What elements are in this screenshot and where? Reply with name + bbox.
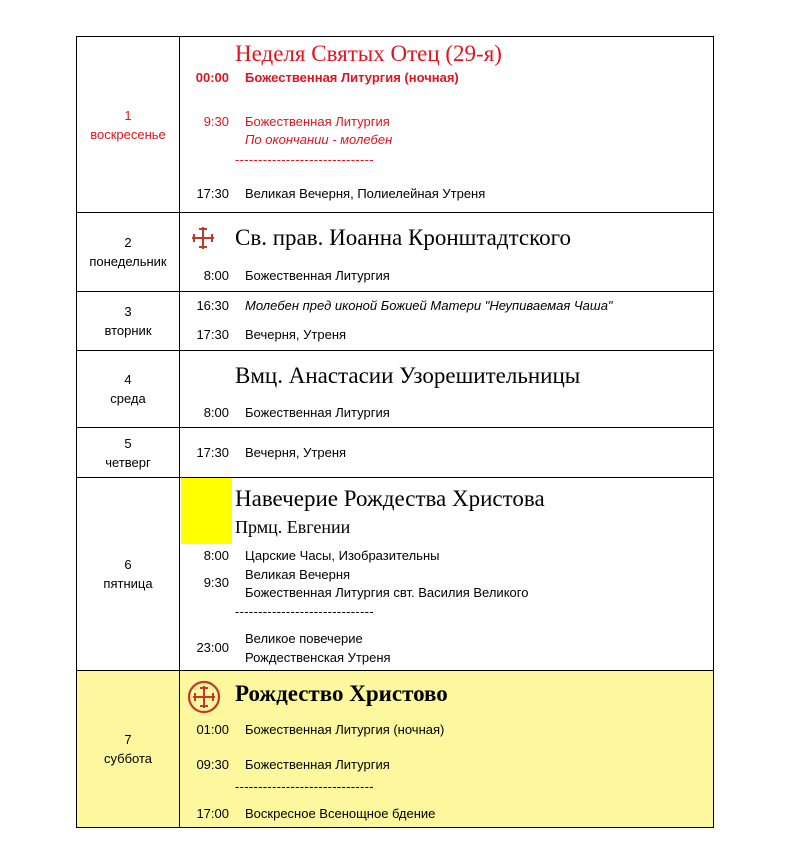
day-number: 7 xyxy=(124,732,132,747)
service-text: Божественная Литургия xyxy=(245,114,390,129)
day-cell xyxy=(77,213,180,291)
feast-title: Вмц. Анастасии Узорешительницы xyxy=(235,363,581,388)
service-text: Божественная Литургия xyxy=(245,757,390,772)
service-time: 23:00 xyxy=(196,640,229,655)
service-text: Вечерня, Утреня xyxy=(245,445,347,460)
highlight-marker xyxy=(181,478,232,544)
service-time: 17:30 xyxy=(196,445,229,460)
day-cell xyxy=(77,478,180,670)
service-time: 01:00 xyxy=(196,722,229,737)
day-weekday: вторник xyxy=(104,323,152,338)
day-cell xyxy=(77,428,180,477)
service-text: Царские Часы, Изобразительны xyxy=(245,548,440,563)
feast-title: Рождество Христово xyxy=(235,681,448,706)
day-row-6 xyxy=(77,478,713,671)
service-time: 17:00 xyxy=(196,806,229,821)
day-number: 3 xyxy=(124,304,132,319)
separator-line: ------------------------------ xyxy=(235,152,374,167)
service-text: Воскресное Всенощное бдение xyxy=(245,806,436,821)
service-time: 17:30 xyxy=(196,327,229,342)
cross-icon xyxy=(190,225,216,251)
day-number: 5 xyxy=(124,435,132,451)
service-time: 8:00 xyxy=(203,548,229,563)
day-cell xyxy=(77,37,180,212)
day-number: 4 xyxy=(124,372,132,387)
day-weekday: среда xyxy=(110,391,146,406)
service-text: Божественная Литургия xyxy=(245,405,390,420)
service-text: Божественная Литургия (ночная) xyxy=(245,722,445,737)
service-text: Рождественская Утреня xyxy=(245,650,391,665)
day-row-5 xyxy=(77,428,713,478)
day-cell xyxy=(77,292,180,350)
day-weekday: суббота xyxy=(103,751,153,766)
day-row-3 xyxy=(77,292,713,351)
service-time: 8:00 xyxy=(203,405,229,420)
feast-subtitle: Прмц. Евгении xyxy=(235,517,351,537)
service-text: Вечерня, Утреня xyxy=(245,327,347,342)
service-text: Великая Вечерня xyxy=(245,567,351,582)
service-time: 17:30 xyxy=(196,186,229,201)
day-weekday: понедельник xyxy=(89,254,167,269)
service-time: 8:00 xyxy=(203,268,229,283)
schedule-table xyxy=(76,36,714,828)
feast-title: Св. прав. Иоанна Кронштадтского xyxy=(235,225,571,250)
day-number: 6 xyxy=(124,557,132,572)
day-row-7 xyxy=(77,671,713,827)
service-time: 9:30 xyxy=(203,114,229,129)
day-cell xyxy=(77,351,180,427)
separator-line: ------------------------------ xyxy=(235,604,374,619)
day-row-1 xyxy=(77,37,713,213)
service-text: Молебен пред иконой Божией Матери "Неупиваемая Чаша" xyxy=(245,298,613,313)
day-number: 2 xyxy=(124,235,132,250)
separator-line: ------------------------------ xyxy=(235,779,374,794)
service-time: 16:30 xyxy=(196,298,229,313)
service-time: 09:30 xyxy=(196,757,229,772)
service-text: Божественная Литургия (ночная) xyxy=(245,70,459,85)
day-cell xyxy=(77,671,180,827)
service-time: 9:30 xyxy=(203,575,229,590)
service-text: Божественная Литургия xyxy=(245,268,390,283)
service-text: Божественная Литургия свт. Василия Великого xyxy=(245,585,529,600)
service-text: Великое повечерие xyxy=(245,631,363,646)
day-row-4 xyxy=(77,351,713,428)
day-weekday: воскресенье xyxy=(90,126,166,142)
day-row-2 xyxy=(77,213,713,292)
service-time: 00:00 xyxy=(195,70,229,85)
day-weekday: пятница xyxy=(103,576,153,591)
day-weekday: четверг xyxy=(105,454,151,470)
service-note: По окончании - молебен xyxy=(245,132,393,147)
circled-cross-icon xyxy=(187,680,221,714)
service-text: Великая Вечерня, Полиелейная Утреня xyxy=(245,186,486,201)
day-number: 1 xyxy=(124,107,132,123)
feast-title: Неделя Святых Отец (29-я) xyxy=(235,41,502,66)
feast-title: Навечерие Рождества Христова xyxy=(235,486,545,511)
